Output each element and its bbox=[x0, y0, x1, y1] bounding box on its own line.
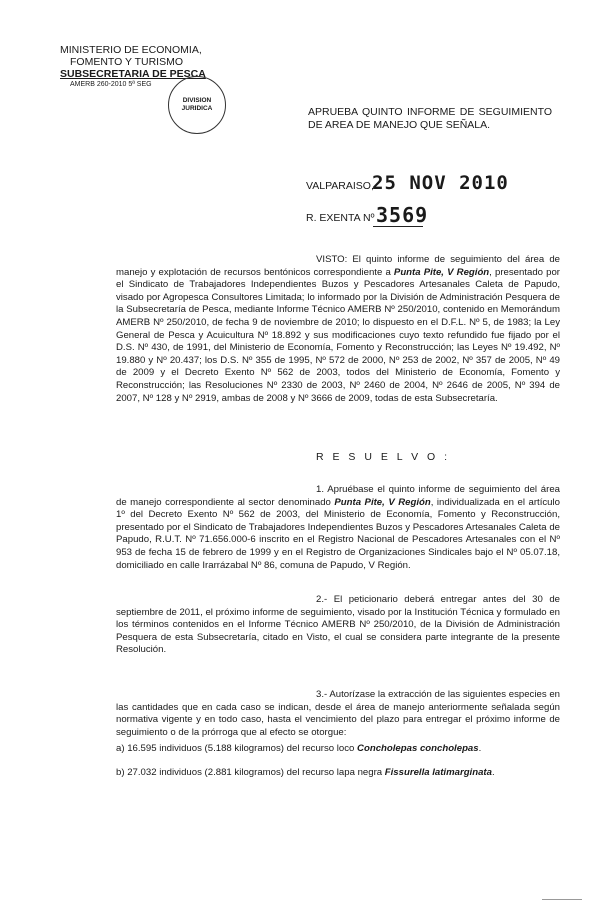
letterhead-subsecretaria: SUBSECRETARIA DE PESCA bbox=[60, 68, 206, 80]
resuelvo-heading: R E S U E L V O : bbox=[316, 451, 451, 463]
exenta-label: R. EXENTA Nº bbox=[306, 212, 375, 224]
species-item-b: b) 27.032 individuos (2.881 kilogramos) del recurso lapa negra Fissurella latimarginata. bbox=[116, 767, 495, 778]
species-item-a: a) 16.595 individuos (5.188 kilogramos) del recurso loco Concholepas concholepas. bbox=[116, 743, 482, 754]
exenta-number-underline bbox=[373, 226, 423, 227]
exenta-number: 3569 bbox=[376, 203, 429, 227]
division-juridica-stamp bbox=[168, 76, 226, 134]
resolution-article-1: 1. Apruébase el quinto informe de seguimiento del área de manejo correspondiente al sector denominado Punta Pite, V Región, individualizada en el artículo 1º del Decreto Exento Nº 562 de 2003, del Ministerio de Economía, Fomento y Reconstrucción, presentado por el Sindicato de Trabajadores Independientes Buzos y Pescadores Artesanales Caleta de Papudo, R.U.T. Nº 71.656.000-6 inscrito en el Registro Nacional de Pescadores Artesanales con el Nº 953 de fecha 15 de febrero de 1999 y en el Registro de Organizaciones Sindicales bajo el Nº 05.07.18, domiciliado en calle Irarrázabal Nº 86, comuna de Papudo, V Región. bbox=[116, 484, 560, 571]
stamp-line-juridica: JURIDICA bbox=[181, 105, 213, 112]
article-1-area-name: Punta Pite, V Región bbox=[334, 496, 431, 508]
species-a-name: Concholepas concholepas bbox=[357, 743, 479, 754]
letterhead-reference: AMERB 260-2010 5ª SEG bbox=[70, 81, 152, 88]
place-label: VALPARAISO, bbox=[306, 180, 374, 192]
species-b-name: Fissurella latimarginata bbox=[384, 767, 492, 778]
resolution-article-3: 3.- Autorízase la extracción de las siguientes especies en las cantidades que en cada caso se indican, desde el área de manejo anteriormente señalada según normativa vigente y en todo caso, hasta el vencimiento del plazo para entregar el próximo informe de seguimiento o de la prórroga que al efecto se otorgue: bbox=[116, 689, 560, 738]
visto-label: VISTO: bbox=[316, 254, 348, 265]
stamped-date: 25 NOV 2010 bbox=[372, 172, 509, 194]
visto-paragraph: VISTO: El quinto informe de seguimiento del área de manejo y explotación de recursos bentónicos correspondiente a Punta Pite, V Región, presentado por el Sindicato de Trabajadores Independientes Buzos y Pescadores Artesanales Caleta de Papudo, visado por Agropesca Consultores Limitada; lo informado por la División de Administración Pesquera de la Subsecretaría de Pesca, mediante Informe Técnico AMERB Nº 250/2010, contenido en Memorándum AMERB Nº 250/2010, de fecha 9 de noviembre de 2010; lo dispuesto en el D.F.L. Nº 5, de 1983; la Ley General de Pesca y Acuicultura Nº 18.892 y sus modificaciones cuyo texto refundido fue fijado por el D.S. Nº 430, de 1991, del Ministerio de Economía, Fomento y Reconstrucción; las Leyes Nº 19.492, Nº 19.880 y Nº 20.437; los D.S. Nº 355 de 1995, Nº 572 de 2000, Nº 253 de 2002, Nº 357 de 2005, Nº 49 de 2009 y el Decreto Exento Nº 562 de 2003, todos del Ministerio de Economía, Fomento y Reconstrucción; las Resoluciones Nº 2330 de 2003, Nº 2460 de 2004, Nº 2646 de 2005, Nº 394 de 2007, Nº 128 y Nº 2919, ambas de 2008 y Nº 3666 de 2009, todas de esta Subsecretaría. bbox=[116, 254, 560, 404]
letterhead-fomento: FOMENTO Y TURISMO bbox=[70, 56, 183, 68]
document-subject: APRUEBA QUINTO INFORME DE SEGUIMIENTO DE AREA DE MANEJO QUE SEÑALA. bbox=[308, 106, 552, 131]
letterhead-ministry: MINISTERIO DE ECONOMIA, bbox=[60, 44, 202, 56]
visto-area-name: Punta Pite, V Región bbox=[393, 266, 490, 278]
resolution-article-2: 2.- El peticionario deberá entregar antes del 30 de septiembre de 2011, el próximo informe de seguimiento, visado por la Institución Técnica y formulado en los términos contenidos en el Informe Técnico AMERB Nº 250/2010, de la División de Administración Pesquera de esta Subsecretaría, citado en Visto, el cual se considera parte integrante de la presente Resolución. bbox=[116, 594, 560, 656]
page-footer-mark bbox=[542, 899, 582, 900]
stamp-line-division: DIVISION bbox=[182, 97, 212, 104]
